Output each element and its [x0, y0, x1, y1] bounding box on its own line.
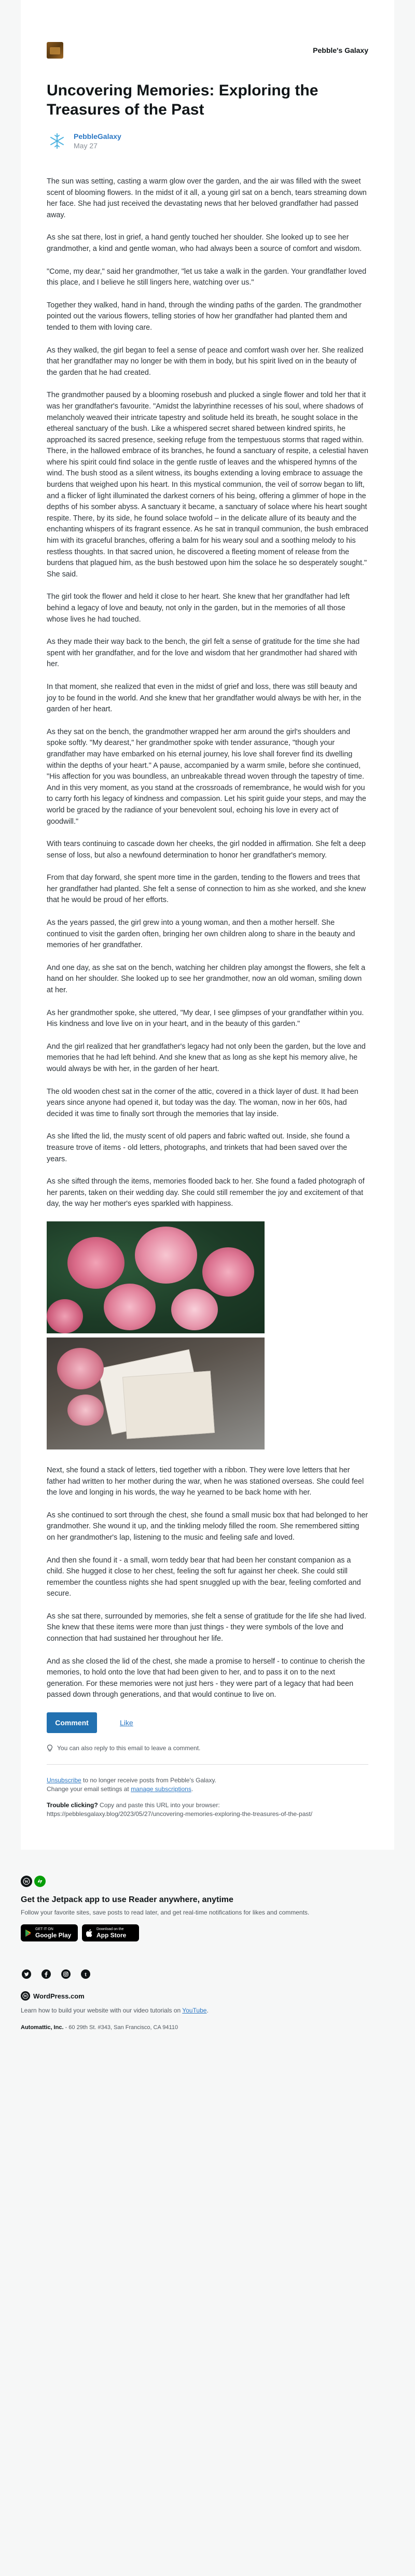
- google-play-icon: [25, 1929, 32, 1937]
- snowflake-avatar-icon: [48, 132, 66, 150]
- comment-button[interactable]: Comment: [47, 1712, 97, 1733]
- post-paragraph: As she lifted the lid, the musty scent of old papers and fabric wafted out. Inside, she found a treasure trove of items - old letters, photographs, and trinkets that had been saved over the years.: [47, 1132, 350, 1163]
- app-store-big: App Store: [96, 1931, 127, 1939]
- trouble-label: Trouble clicking?: [47, 1801, 98, 1809]
- roses-photo[interactable]: [47, 1221, 265, 1333]
- unsubscribe-link[interactable]: Unsubscribe: [47, 1777, 81, 1784]
- post-card: [21, 0, 394, 1850]
- post-paragraph: In that moment, she realized that even in the midst of grief and loss, there was still beauty and joy to be found in the world. And she knew that her grandfather would always be with her, in the garden of her heart.: [47, 682, 362, 714]
- wordpress-small-logo-icon: [21, 1991, 30, 2001]
- tumblr-icon[interactable]: [80, 1968, 91, 1980]
- post-paragraph: As they made their way back to the bench, the girl felt a sense of gratitude for the time she had spent with her grandfather, and for the love and wisdom that her grandmother had shared with her.: [47, 638, 360, 669]
- reply-note: [47, 1744, 368, 1752]
- post-paragraph: As she sat there, lost in grief, a hand gently touched her shoulder. She looked up to see her grandmother, a kind and gentle woman, who had always been a source of comfort and wisdom.: [47, 233, 362, 253]
- post-paragraph: The old wooden chest sat in the corner of the attic, covered in a thick layer of dust. It had been years since anyone had opened it, but today was the day. The woman, now in her 60s, had decided it was time to finally sort through the memories that lay inside.: [47, 1087, 358, 1118]
- post-paragraph: Together they walked, hand in hand, through the winding paths of the garden. The grandmother pointed out the various flowers, telling stories of how her grandfather had planted them and tended to them with loving care.: [47, 301, 362, 332]
- google-play-small: GET IT ON: [35, 1927, 53, 1931]
- trouble-url[interactable]: https://pebblesgalaxy.blog/2023/05/27/uncovering-memories-exploring-the-treasures-of-the-past/: [47, 1810, 313, 1818]
- learn-end: .: [206, 2007, 209, 2015]
- post-paragraph: And then she found it - a small, worn teddy bear that had been her constant companion as a child. She hugged it close to her chest, feeling the soft fur against her cheek. She could still remember the countless nights she had spent snuggled up with the bear, feeling comforted and secure.: [47, 1556, 361, 1598]
- post-paragraph: With tears continuing to cascade down her cheeks, the girl nodded in affirmation. She felt a deep sense of loss, but also a newfound determination to honor her grandfather's memory.: [47, 840, 366, 860]
- lightbulb-icon: [47, 1744, 53, 1752]
- social-links: [21, 1968, 394, 1980]
- change-settings-text: Change your email settings at: [47, 1785, 131, 1793]
- post-paragraph: Next, she found a stack of letters, tied together with a ribbon. They were love letters that her father had written to her mother during the war, when he was stationed overseas. She could feel the love and longing in his words, the way he yearned to be back home with her.: [47, 1466, 364, 1497]
- app-store-badge[interactable]: [82, 1924, 139, 1941]
- app-store-small: Download on the: [96, 1927, 124, 1931]
- site-logo[interactable]: [47, 42, 63, 59]
- post-paragraph: As she sat there, surrounded by memories, she felt a sense of gratitude for the life she had lived. She knew that these items were more than just things - they were symbols of the love and connection that had sustained her throughout her life.: [47, 1612, 366, 1643]
- author-name[interactable]: PebbleGalaxy: [74, 132, 121, 140]
- wordpress-logo-icon: [21, 1876, 32, 1887]
- change-settings-end: .: [191, 1785, 193, 1793]
- post-paragraph: The sun was setting, casting a warm glow over the garden, and the air was filled with the sweet scent of blooming flowers. In the midst of it all, a young girl sat on a bench, tears streaming down her face. She had just received the devastating news that her beloved grandfather had passed away.: [47, 177, 367, 219]
- post-actions: [47, 1712, 368, 1733]
- manage-subscriptions-link[interactable]: manage subscriptions: [131, 1785, 191, 1793]
- company-name: Automattic, Inc.: [21, 2024, 64, 2031]
- instagram-icon[interactable]: [60, 1968, 72, 1980]
- post-date: May 27: [74, 142, 98, 150]
- email-footer: [21, 1850, 394, 2051]
- post-paragraph: As they sat on the bench, the grandmother wrapped her arm around the girl's shoulders and spoke softly. "My dearest," her grandmother spoke with tender assurance, "though your grandfather may have embarked on his eternal journey, his love shall forever find its dwelling within the depths of your heart." A pause, accompanied by a warm smile, before she continued, "His affection for you was boundless, an unbreakable thread woven through the tapestry of time. And in this very moment, as you stand at the crossroads of remembrance, he would wish for you to carry forth his legacy of kindness and compassion. Let his spirit guide your steps, and may the world be graced by the radiance of your benevolent soul, echoing his love in every act of goodwill.": [47, 727, 366, 826]
- learn-text: [21, 2007, 394, 2014]
- wordpress-com-brand[interactable]: [21, 1991, 394, 2001]
- company-address: [21, 2024, 394, 2031]
- address-text: - 60 29th St. #343, San Francisco, CA 94110: [63, 2024, 178, 2031]
- subscription-meta: [47, 1776, 368, 1794]
- jetpack-subtitle: Follow your favorite sites, save posts to read later, and get real-time notifications for likes and comments.: [21, 1909, 310, 1917]
- post-paragraph: As she sifted through the items, memories flooded back to her. She found a faded photograph of her parents, taken on their wedding day. She could still remember the joy and excitement of that day, the way her mother's eyes sparkled with happiness.: [47, 1177, 365, 1208]
- learn-prefix: Learn how to build your website with our video tutorials on: [21, 2007, 183, 2015]
- post-content: [47, 176, 368, 1701]
- apple-icon: [86, 1929, 93, 1937]
- twitter-icon[interactable]: [21, 1968, 32, 1980]
- jetpack-title: Get the Jetpack app to use Reader anywhere, anytime: [21, 1895, 233, 1905]
- image-gallery: [47, 1221, 265, 1449]
- trouble-clicking: [47, 1801, 368, 1819]
- app-logos: [21, 1876, 394, 1887]
- unsubscribe-text: to no longer receive posts from Pebble's Galaxy.: [81, 1777, 216, 1784]
- post-paragraph: "Come, my dear," said her grandmother, "let us take a walk in the garden. Your grandfather loved this place, and I believe he still lingers here, watching over us.": [47, 267, 367, 287]
- google-play-big: Google Play: [35, 1931, 72, 1939]
- svg-text:t: t: [85, 1972, 87, 1978]
- post-paragraph: As the years passed, the girl grew into a young woman, and then a mother herself. She continued to visit the garden often, bringing her own children along to share in the beauty and memories of her grandfather.: [47, 919, 355, 950]
- site-name[interactable]: Pebble's Galaxy: [313, 46, 368, 54]
- wordpress-com-label: WordPress.com: [33, 1992, 85, 2000]
- youtube-link[interactable]: YouTube: [182, 2007, 207, 2015]
- app-store-badges: [21, 1924, 394, 1941]
- google-play-badge[interactable]: [21, 1924, 78, 1941]
- post-title[interactable]: Uncovering Memories: Exploring the Treasures of the Past: [47, 82, 319, 118]
- post-paragraph: As they walked, the girl began to feel a sense of peace and comfort wash over her. She realized that her grandfather may no longer be with them in body, but his spirit lived on in the beauty of the garden that he had created.: [47, 346, 364, 377]
- like-link[interactable]: Like: [120, 1719, 133, 1727]
- jetpack-logo-icon: [34, 1876, 46, 1887]
- svg-text:W: W: [23, 1994, 27, 1998]
- post-paragraph: The girl took the flower and held it close to her heart. She knew that her grandfather had left behind a legacy of love and beauty, not only in the garden, but in the memories of all those whose lives he had touched.: [47, 593, 350, 624]
- facebook-icon[interactable]: [40, 1968, 52, 1980]
- post-paragraph: From that day forward, she spent more time in the garden, tending to the flowers and trees that her grandfather had planted. She felt a sense of connection to him as she worked, and she knew that he would be proud of her efforts.: [47, 874, 366, 905]
- reply-note-text: You can also reply to this email to leave a comment.: [57, 1744, 201, 1752]
- post-paragraph: The grandmother paused by a blooming rosebush and plucked a single flower and told her that it was her grandfather's favourite. "Amidst the labyrinthine recesses of his soul, where shadows of melancholy weaved their intricate tapestry and solitude held its breath, he sought solace in the ethereal sanctuary of the bush. Like a whispered secret shared between kindred spirits, he approached its sacred presence, seeking refuge from the tempestuous storms that raged within. There, in the hallowed embrace of its branches, he found a sanctuary of respite, a celestial haven where his spirit could find solace in the gentle rustle of leaves and the whispered hymns of the wind. The bush stood as a silent witness, its boughs extending a loving embrace to assuage the burdens that weighed upon his heart. In this mystical communion, the veil of sorrow began to lift, and a flicker of light illuminated the darkest corners of his being, offering a glimmer of hope in the depths of his somber abyss. A sanctuary it became, a sanctuary of solace where his heart sought respite. There, by its side, he found solace twofold – in the delicate allure of its beauty and the enchanting whispers of its fragrant essence. As he sat in tranquil communion, the bush embraced him with its graceful branches, offering a balm for his weary soul and a soothing melody to his restless thoughts. In that sacred union, he discovered a fleeting moment of release from the burdens that plagued him, as the bush bestowed upon him the solace he so desperately sought." She said.: [47, 391, 368, 579]
- post-paragraph: And the girl realized that her grandfather's legacy had not only been the garden, but the love and memories that he had left behind. And she knew that as long as she kept his memory alive, he would always be with her, in the garden of her heart.: [47, 1042, 366, 1073]
- post-paragraph: As she continued to sort through the chest, she found a small music box that had belonged to her grandmother. She wound it up, and the tinkling melody filled the room. She remembered sitting on her grandmother's lap, listening to the music and feeling safe and loved.: [47, 1511, 368, 1542]
- letters-photo[interactable]: [47, 1338, 265, 1449]
- trouble-text: Copy and paste this URL into your browser:: [98, 1801, 220, 1809]
- post-paragraph: As her grandmother spoke, she uttered, "My dear, I see glimpses of your grandfather within you. His kindness and love live on in your heart, and in the beauty of this garden.": [47, 1008, 364, 1029]
- svg-text:W: W: [24, 1879, 29, 1884]
- divider: [47, 1764, 368, 1765]
- header-bar: [47, 41, 368, 59]
- post-paragraph: And one day, as she sat on the bench, watching her children play amongst the flowers, she felt a hand on her shoulder. She looked up to see her grandmother, now an old woman, smiling down at her.: [47, 963, 366, 995]
- post-paragraph: And as she closed the lid of the chest, she made a promise to herself - to continue to cherish the memories, to hold onto the love that had been given to her, and to pass it on to the next generation. For these memories were not just hers - they were part of a legacy that had been passed down through generations, and that would continue to live on.: [47, 1657, 365, 1699]
- author-avatar[interactable]: [47, 131, 67, 151]
- author-row: [47, 131, 368, 151]
